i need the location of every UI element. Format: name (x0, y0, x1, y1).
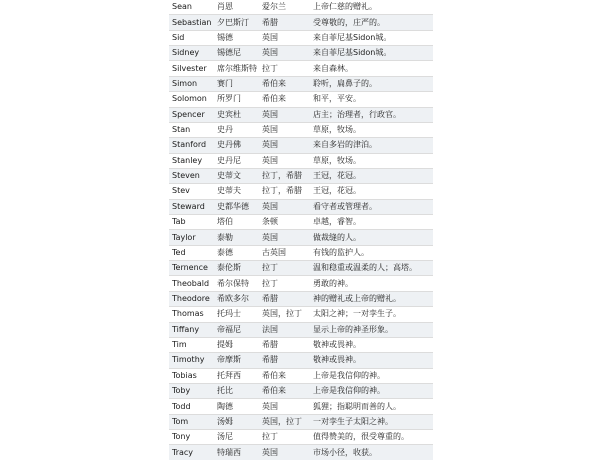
origin-cell: 英国 (259, 445, 310, 460)
origin-cell: 英国 (259, 30, 310, 45)
meaning-cell: 市场小径，收获。 (310, 445, 433, 460)
chinese-name-cell: 夕巴斯汀 (214, 15, 259, 30)
table-row (169, 430, 433, 445)
table-row (169, 30, 433, 45)
table-row (169, 291, 433, 306)
table-row (169, 92, 433, 107)
table-row (169, 184, 433, 199)
meaning-cell: 显示上帝的神圣形象。 (310, 322, 433, 337)
chinese-name-cell: 托拜西 (214, 368, 259, 383)
chinese-name-cell: 泰德 (214, 245, 259, 260)
origin-cell: 英国 (259, 107, 310, 122)
english-name-cell: Ternence (169, 261, 214, 276)
meaning-cell: 狐狸；指聪明而善的人。 (310, 399, 433, 414)
table-row (169, 0, 433, 15)
table-row (169, 322, 433, 337)
english-name-cell: Tracy (169, 445, 214, 460)
origin-cell: 希伯来 (259, 92, 310, 107)
origin-cell: 法国 (259, 322, 310, 337)
english-name-cell: Theobald (169, 276, 214, 291)
origin-cell: 英国 (259, 399, 310, 414)
meaning-cell: 聆听，扁鼻子的。 (310, 76, 433, 91)
table-row (169, 368, 433, 383)
origin-cell: 拉丁 (259, 430, 310, 445)
meaning-cell: 草原，牧场。 (310, 153, 433, 168)
table-row (169, 199, 433, 214)
chinese-name-cell: 托比 (214, 383, 259, 398)
origin-cell: 希腊 (259, 337, 310, 352)
english-name-cell: Tim (169, 337, 214, 352)
meaning-cell: 来自菲尼基Sidon城。 (310, 30, 433, 45)
chinese-name-cell: 史蒂文 (214, 168, 259, 183)
meaning-cell: 卓越，睿智。 (310, 215, 433, 230)
english-name-cell: Stanley (169, 153, 214, 168)
origin-cell: 希腊 (259, 291, 310, 306)
english-name-cell: Sean (169, 0, 214, 15)
meaning-cell: 王冠，花冠。 (310, 184, 433, 199)
meaning-cell: 王冠，花冠。 (310, 168, 433, 183)
meaning-cell: 上帝是我信仰的神。 (310, 383, 433, 398)
english-name-cell: Steward (169, 199, 214, 214)
meaning-cell: 一对孪生子太阳之神。 (310, 414, 433, 429)
meaning-cell: 神的赠礼或上帝的赠礼。 (310, 291, 433, 306)
english-name-cell: Steven (169, 168, 214, 183)
chinese-name-cell: 希尔保特 (214, 276, 259, 291)
origin-cell: 拉丁 (259, 261, 310, 276)
chinese-name-cell: 塔伯 (214, 215, 259, 230)
chinese-name-cell: 特瑞西 (214, 445, 259, 460)
chinese-name-cell: 锡德 (214, 30, 259, 45)
origin-cell: 英国，拉丁 (259, 414, 310, 429)
origin-cell: 拉丁 (259, 276, 310, 291)
origin-cell: 希伯来 (259, 76, 310, 91)
origin-cell: 拉丁，希腊 (259, 168, 310, 183)
english-name-cell: Solomon (169, 92, 214, 107)
english-name-cell: Sebastian (169, 15, 214, 30)
meaning-cell: 有钱的监护人。 (310, 245, 433, 260)
english-name-cell: Stev (169, 184, 214, 199)
chinese-name-cell: 希欧多尔 (214, 291, 259, 306)
table-row (169, 399, 433, 414)
table-row (169, 337, 433, 352)
english-name-cell: Thomas (169, 307, 214, 322)
meaning-cell: 上帝是我信仰的神。 (310, 368, 433, 383)
meaning-cell: 敬神或畏神。 (310, 353, 433, 368)
meaning-cell: 做裁缝的人。 (310, 230, 433, 245)
origin-cell: 古英国 (259, 245, 310, 260)
meaning-cell: 温和稳重或温柔的人；高塔。 (310, 261, 433, 276)
origin-cell: 英国 (259, 46, 310, 61)
origin-cell: 英国 (259, 230, 310, 245)
table-row (169, 15, 433, 30)
chinese-name-cell: 汤尼 (214, 430, 259, 445)
table-row (169, 353, 433, 368)
origin-cell: 拉丁，希腊 (259, 184, 310, 199)
name-table (169, 0, 433, 460)
chinese-name-cell: 史丹尼 (214, 153, 259, 168)
meaning-cell: 值得赞美的，很受尊重的。 (310, 430, 433, 445)
english-name-cell: Tiffany (169, 322, 214, 337)
english-name-cell: Tom (169, 414, 214, 429)
english-name-cell: Ted (169, 245, 214, 260)
origin-cell: 英国 (259, 199, 310, 214)
english-name-cell: Stan (169, 122, 214, 137)
table-row (169, 138, 433, 153)
english-name-cell: Spencer (169, 107, 214, 122)
table-row (169, 215, 433, 230)
origin-cell: 爱尔兰 (259, 0, 310, 15)
table-row (169, 76, 433, 91)
meaning-cell: 看守者或管理者。 (310, 199, 433, 214)
chinese-name-cell: 史丹 (214, 122, 259, 137)
chinese-name-cell: 泰伦斯 (214, 261, 259, 276)
origin-cell: 希伯来 (259, 368, 310, 383)
table-row (169, 46, 433, 61)
english-name-cell: Tobias (169, 368, 214, 383)
english-name-cell: Theodore (169, 291, 214, 306)
chinese-name-cell: 史蒂夫 (214, 184, 259, 199)
table-row (169, 445, 433, 460)
english-name-cell: Stanford (169, 138, 214, 153)
meaning-cell: 来自多岩的津泊。 (310, 138, 433, 153)
table-row (169, 122, 433, 137)
meaning-cell: 上帝仁慈的赠礼。 (310, 0, 433, 15)
origin-cell: 英国 (259, 153, 310, 168)
english-name-cell: Tony (169, 430, 214, 445)
chinese-name-cell: 史丹佛 (214, 138, 259, 153)
chinese-name-cell: 托玛士 (214, 307, 259, 322)
english-name-cell: Toby (169, 383, 214, 398)
origin-cell: 条顿 (259, 215, 310, 230)
english-name-cell: Taylor (169, 230, 214, 245)
chinese-name-cell: 史都华德 (214, 199, 259, 214)
table-row (169, 276, 433, 291)
table-row (169, 245, 433, 260)
meaning-cell: 草原，牧场。 (310, 122, 433, 137)
origin-cell: 拉丁 (259, 61, 310, 76)
table-row (169, 168, 433, 183)
meaning-cell: 敬神或畏神。 (310, 337, 433, 352)
table-row (169, 230, 433, 245)
chinese-name-cell: 史宾杜 (214, 107, 259, 122)
chinese-name-cell: 肖恩 (214, 0, 259, 15)
meaning-cell: 来自森林。 (310, 61, 433, 76)
table-row (169, 414, 433, 429)
english-name-cell: Todd (169, 399, 214, 414)
table-row (169, 307, 433, 322)
chinese-name-cell: 赛门 (214, 76, 259, 91)
chinese-name-cell: 泰勒 (214, 230, 259, 245)
chinese-name-cell: 帝摩斯 (214, 353, 259, 368)
english-name-cell: Tab (169, 215, 214, 230)
english-name-cell: Sidney (169, 46, 214, 61)
table-row (169, 153, 433, 168)
table-row (169, 261, 433, 276)
english-name-cell: Simon (169, 76, 214, 91)
meaning-cell: 来自菲尼基Sidon城。 (310, 46, 433, 61)
origin-cell: 英国 (259, 138, 310, 153)
chinese-name-cell: 席尔维斯特 (214, 61, 259, 76)
english-name-cell: Sid (169, 30, 214, 45)
chinese-name-cell: 帝福尼 (214, 322, 259, 337)
table-row (169, 61, 433, 76)
meaning-cell: 太阳之神；一对孪生子。 (310, 307, 433, 322)
chinese-name-cell: 汤姆 (214, 414, 259, 429)
origin-cell: 英国，拉丁 (259, 307, 310, 322)
table-row (169, 383, 433, 398)
meaning-cell: 勇敢的神。 (310, 276, 433, 291)
meaning-cell: 和平，平安。 (310, 92, 433, 107)
chinese-name-cell: 提姆 (214, 337, 259, 352)
table-row (169, 107, 433, 122)
english-name-cell: Timothy (169, 353, 214, 368)
chinese-name-cell: 陶德 (214, 399, 259, 414)
origin-cell: 希腊 (259, 353, 310, 368)
chinese-name-cell: 锡德尼 (214, 46, 259, 61)
name-table-body (169, 0, 433, 460)
origin-cell: 希伯来 (259, 383, 310, 398)
origin-cell: 英国 (259, 122, 310, 137)
chinese-name-cell: 所罗门 (214, 92, 259, 107)
meaning-cell: 受尊敬的，庄严的。 (310, 15, 433, 30)
meaning-cell: 店主；治理者，行政官。 (310, 107, 433, 122)
origin-cell: 希腊 (259, 15, 310, 30)
english-name-cell: Silvester (169, 61, 214, 76)
